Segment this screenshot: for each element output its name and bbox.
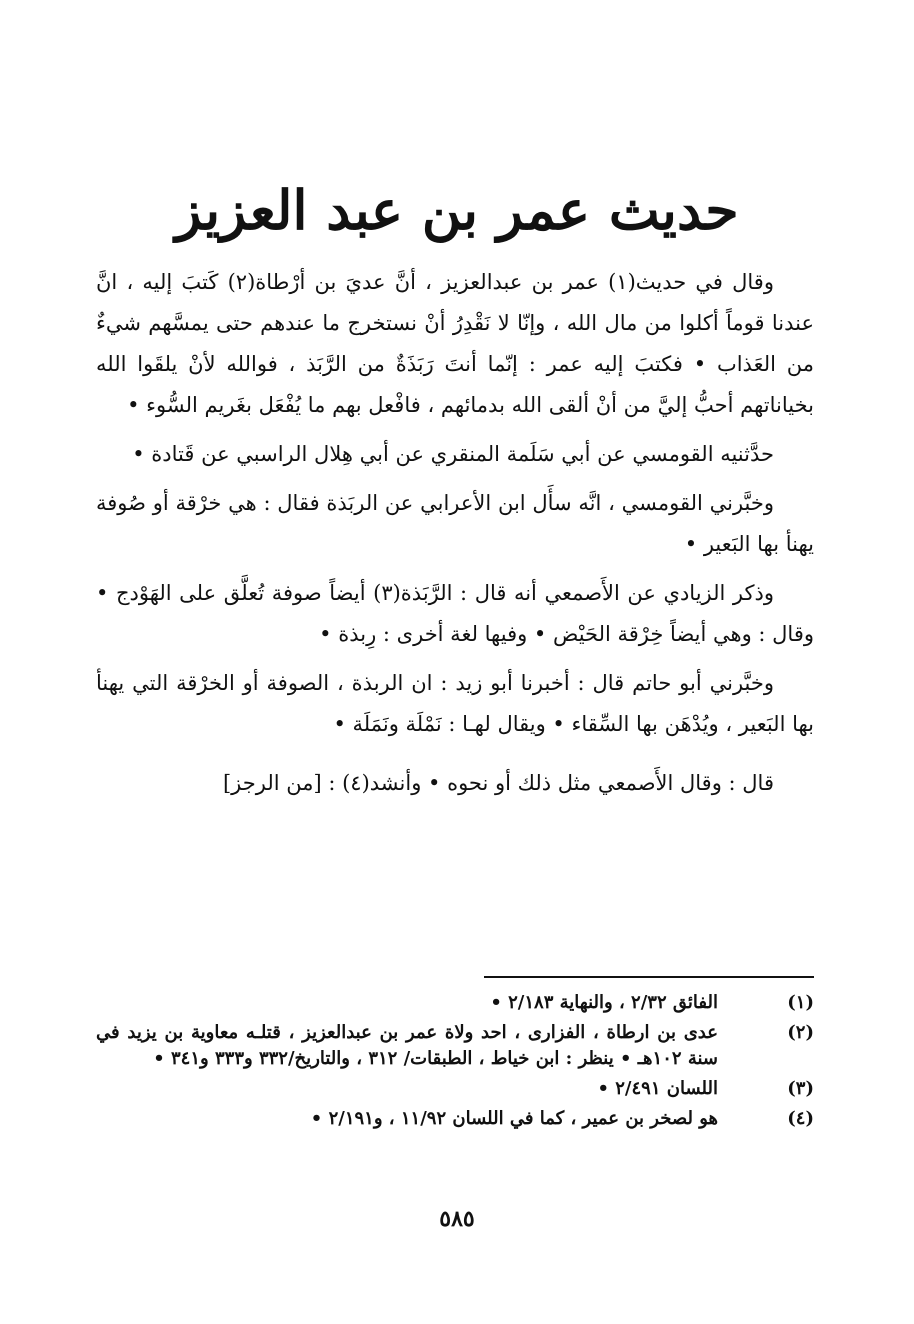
footnote-text: عدى بن ارطاة ، الفزارى ، احد ولاة عمر بن عبدالعزيز ، قتلـه معاوية بن يزيد في سنة ١٠٢هـ • ينظر : ابن خياط ، الطبقات/ ٣١٢ ، والتاريخ/٣٣٢ و٣٣٣ و٣٤١ • — [96, 1022, 718, 1069]
footnote-number: (٣) — [787, 1078, 814, 1099]
footnote-3 — [96, 1076, 814, 1102]
footnote-number: (١) — [787, 992, 814, 1013]
chapter-heading: حديث عمر بن عبد العزيز — [175, 178, 739, 242]
footnote-text: الفائق ٢/٣٢ ، والنهاية ٢/١٨٣ • — [490, 992, 718, 1013]
paragraph-5: وخبَّرني أبو حاتم قال : أخبرنا أبو زيد : ان الربذة ، الصوفة أو الخرْقة التي يهنأ بها البَعير ، ويُدْهَن بها السِّقاء • ويقال لهـا : نَمْلَة ونَمَلَة • — [96, 671, 814, 736]
page-number: ٥٨٥ — [439, 1206, 475, 1232]
footnote-divider — [484, 976, 814, 978]
paragraph-4: وذكر الزيادي عن الأَصمعي أنه قال : الرَّبَذة(٣) أيضاً صوفة تُعلَّق على الهَوْدج • وقال : وهي أيضاً خِرْقة الحَيْض • وفيها لغة أخرى : رِبذة • — [96, 581, 814, 646]
footnote-number: (٤) — [787, 1108, 814, 1129]
paragraph-2: حدَّثنيه القومسي عن أبي سَلَمة المنقري عن أبي هِلال الراسبي عن قَتادة • — [132, 442, 774, 466]
paragraph-3: وخبَّرني القومسي ، انَّه سأَل ابن الأعرابي عن الربَذة فقال : هي خرْقة أو صُوفة يهنأ بها البَعير • — [96, 491, 814, 556]
main-text — [96, 262, 814, 812]
footnote-4 — [96, 1106, 814, 1132]
footnote-text: اللسان ٢/٤٩١ • — [597, 1078, 718, 1099]
footnote-2 — [96, 1020, 814, 1072]
paragraph-1: وقال في حديث(١) عمر بن عبدالعزيز ، أنَّ عديَ بن أرْطاة(٢) كَتبَ إليه ، انَّ عندنا قوماً أكلوا من مال الله ، وإنّا لا نَقْدِرُ أنْ نستخرج ما عندهم حتى يمسَّهم شيءٌ من العَذاب • فكتبَ إليه عمر : إنّما أنتَ رَبَذَةٌ من الرَّبَذ ، فوالله لأنْ يلقَوا الله بخياناتهم أحبُّ إليَّ من أنْ ألقى الله بدمائهم ، فافْعل بهم ما يُفْعَل بغَريم السُّوء • — [96, 270, 814, 417]
footnote-1 — [96, 990, 814, 1016]
footnotes — [96, 990, 814, 1136]
paragraph-6: قال : وقال الأَصمعي مثل ذلك أو نحوه • وأنشد(٤) : [من الرجز] — [222, 771, 774, 795]
footnote-text: هو لصخر بن عمير ، كما في اللسان ١١/٩٢ ، و٢/١٩١ • — [310, 1108, 718, 1129]
footnote-number: (٢) — [787, 1022, 814, 1043]
